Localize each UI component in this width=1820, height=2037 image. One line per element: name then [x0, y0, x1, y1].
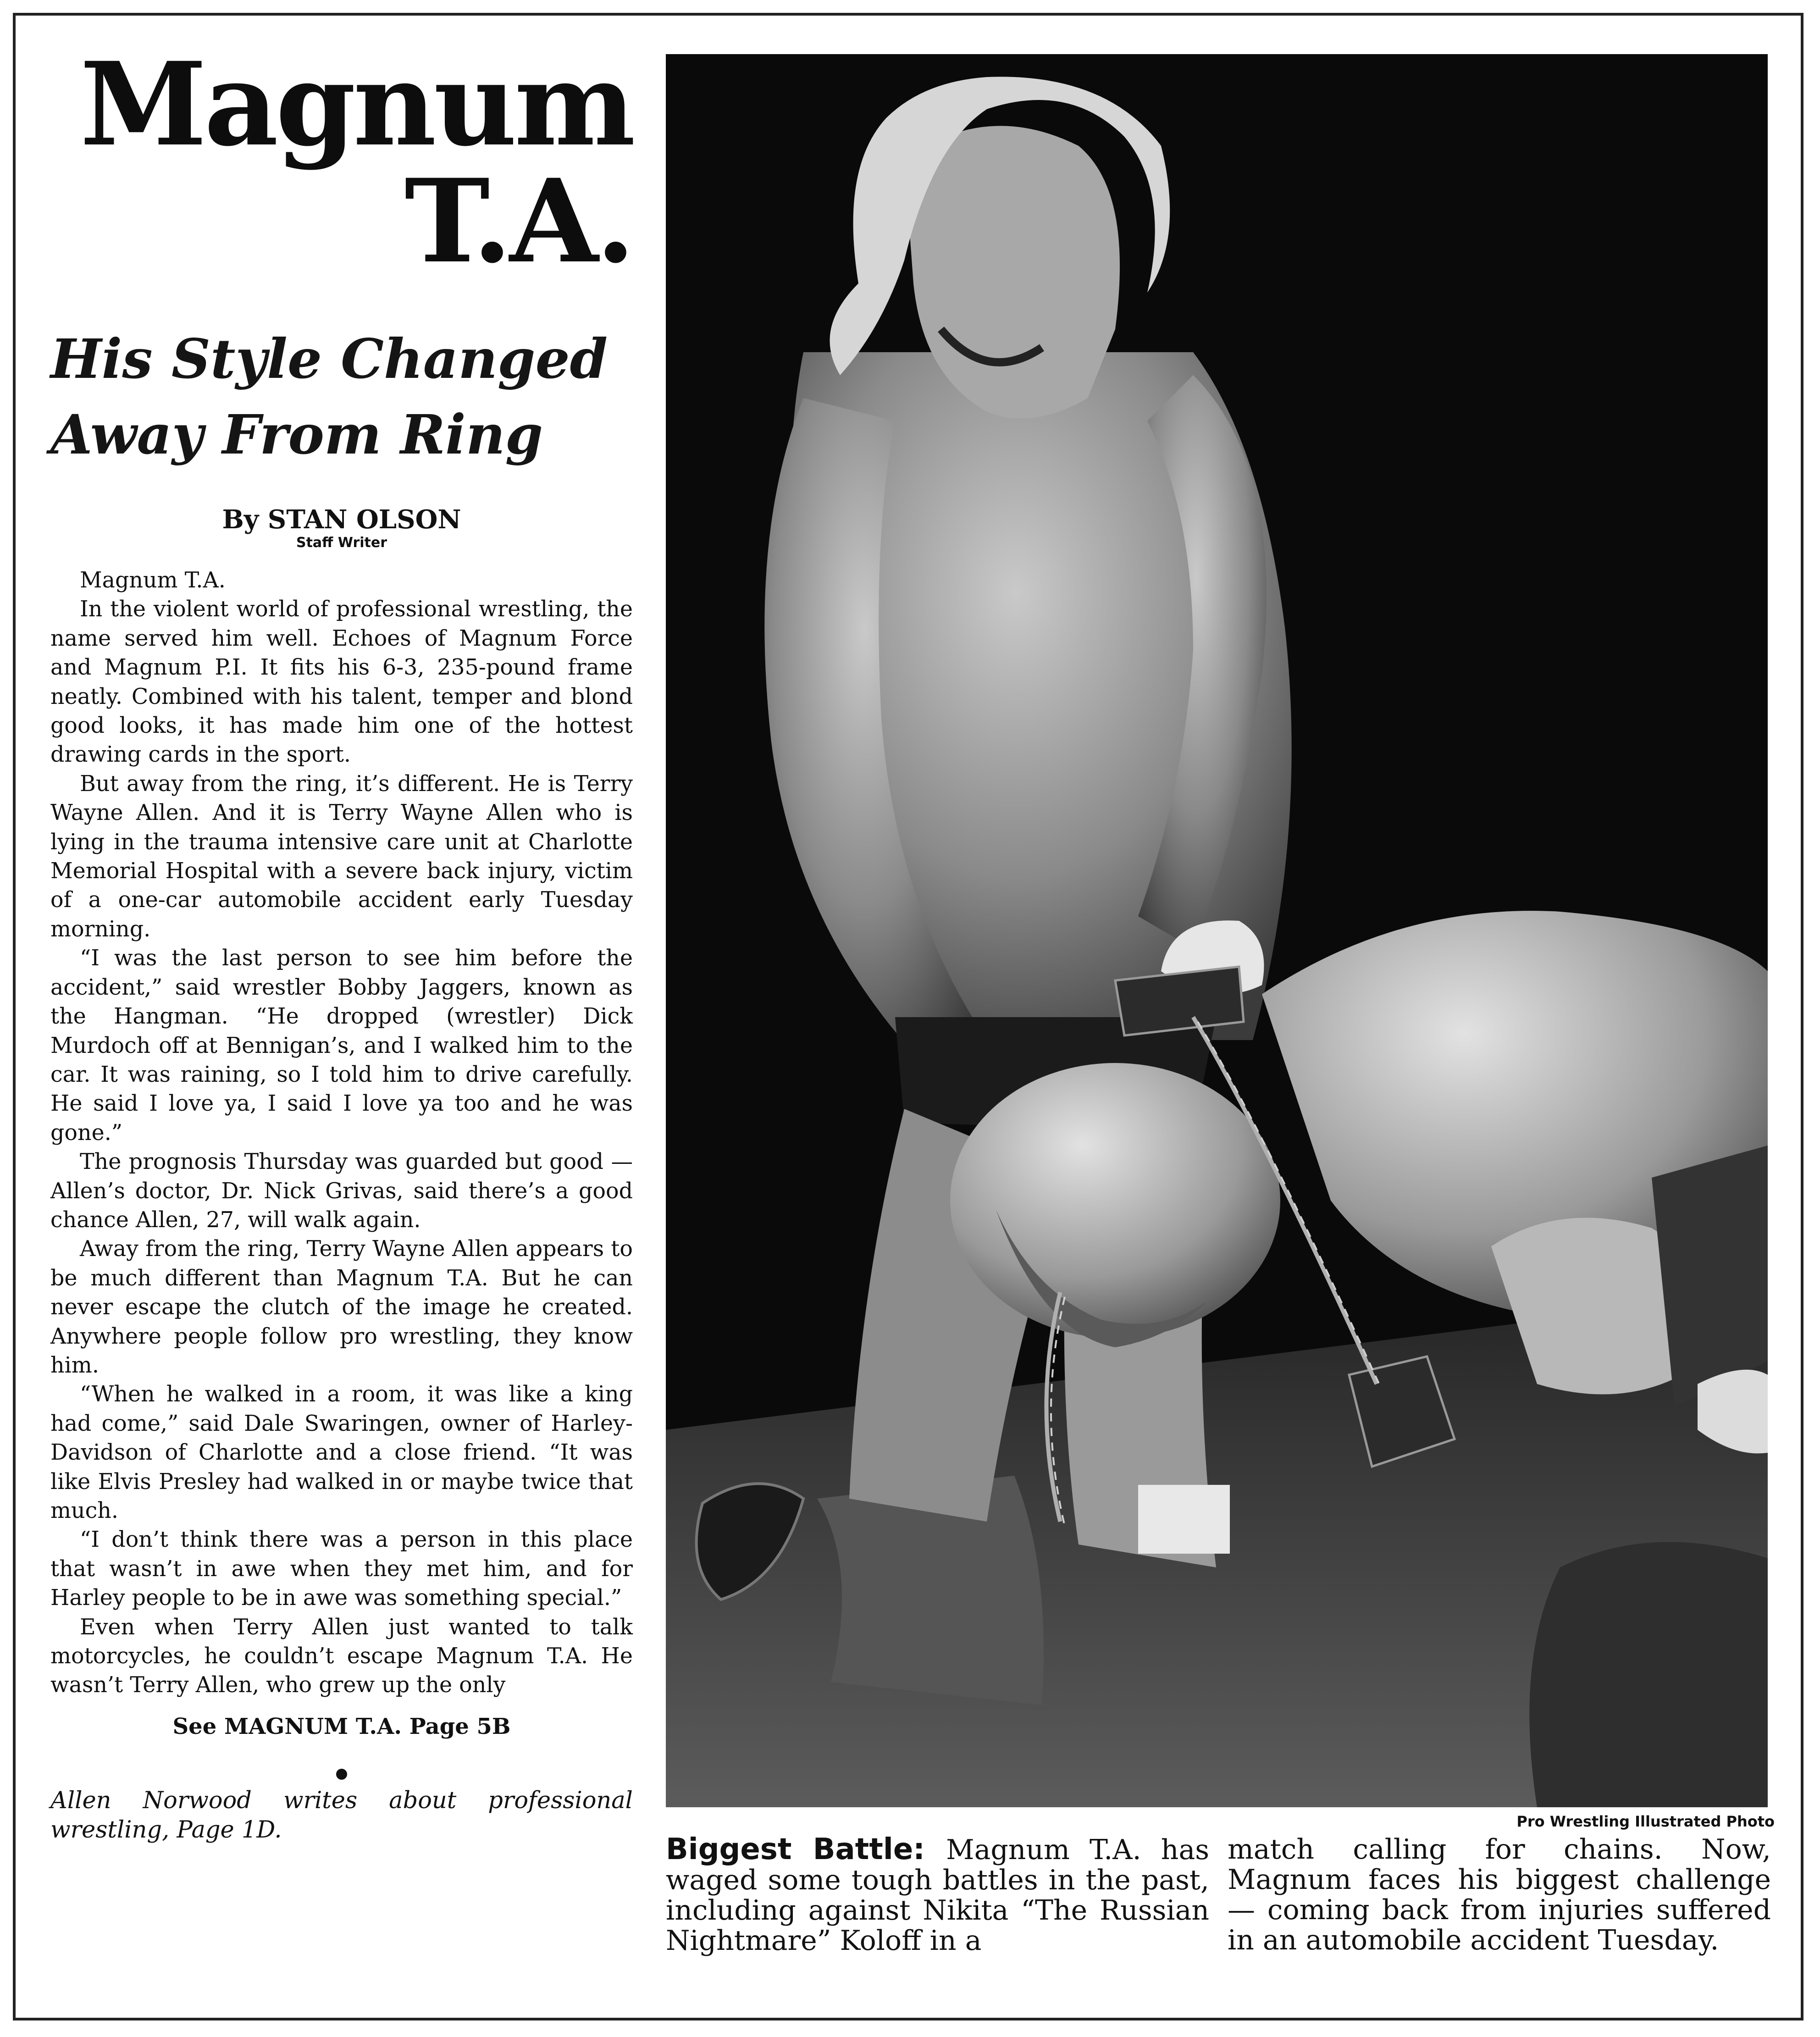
byline-title: Staff Writer [296, 535, 387, 551]
caption-column-2: match calling for chains. Now, Magnum faces his biggest challenge — coming back from injuries suffered in an automobile accident Tuesday. [1228, 1833, 1771, 1956]
wrestlers-illustration [666, 54, 1768, 1807]
article-paragraph: “I don’t think there was a person in this place that wasn’t in awe when they met him, and for Harley people to be in awe was something special.” [50, 1527, 633, 1611]
article-paragraph: “When he walked in a room, it was like a king had come,” said Dale Swaringen, owner of Harley-Davidson of Charlotte and a close friend. “It was like Elvis Presley had walked in or maybe twice that much. [50, 1382, 633, 1523]
article-paragraph: In the violent world of professional wrestling, the name served him well. Echoes of Magnum Force and Magnum P.I. It fits his 6-3, 235-pound frame neatly. Combined with his talent, temper and blond good looks, it has made him one of the hottest drawing cards in the sport. [50, 597, 633, 768]
wrestling-photo [666, 54, 1768, 1807]
caption-lead: Biggest Battle: [666, 1832, 946, 1866]
article-paragraph: Away from the ring, Terry Wayne Allen appears to be much different than Magnum T.A. But he can never escape the clutch of the image he created. Anywhere people follow pro wrestling, they know him. [50, 1236, 633, 1378]
bullet-separator [50, 1759, 633, 1786]
subheadline: His Style Changed Away From Ring [50, 327, 608, 466]
related-article-note: Allen Norwood writes about professional wrestling, Page 1D. [50, 1787, 633, 1843]
headline [50, 37, 633, 288]
article-paragraph: Magnum T.A. [80, 568, 226, 593]
photo-credit: Pro Wrestling Illustrated Photo [1516, 1813, 1775, 1830]
continued-jump-line: See MAGNUM T.A. Page 5B [172, 1713, 511, 1739]
caption-column-1 [666, 1834, 1209, 1956]
article-paragraph: “I was the last person to see him before the accident,” said wrestler Bobby Jaggers, known as the Hangman. “He dropped (wrestler) Dick Murdoch off at Bennigan’s, and I walked him to the car. It was raining, so I told him to drive carefully. He said I love ya, I said I love ya too and he was gone.” [50, 946, 633, 1146]
article-column [50, 37, 633, 1845]
article-paragraph: Even when Terry Allen just wanted to talk motorcycles, he couldn’t escape Magnum T.A. He wasn’t Terry Allen, who grew up the only [50, 1614, 633, 1698]
article-paragraph: The prognosis Thursday was guarded but good — Allen’s doctor, Dr. Nick Grivas, said there’s a good chance Allen, 27, will walk again. [50, 1149, 633, 1233]
article-body [50, 566, 633, 1700]
byline: By STAN OLSON [222, 504, 461, 535]
article-paragraph: But away from the ring, it’s different. He is Terry Wayne Allen. And it is Terry Wayne Allen who is lying in the trauma intensive care unit at Charlotte Memorial Hospital with a severe back injury, victim of a one-car automobile accident early Tuesday morning. [50, 771, 633, 942]
photo-caption [666, 1834, 1771, 1956]
headline-line-2: T.A. [404, 154, 633, 288]
headline-line-1: Magnum [80, 37, 633, 172]
caption-text-1: Magnum T.A. has waged some tough battles in the past, including against Nikita “The Russian Nightmare” Koloff in a [666, 1834, 1209, 1957]
